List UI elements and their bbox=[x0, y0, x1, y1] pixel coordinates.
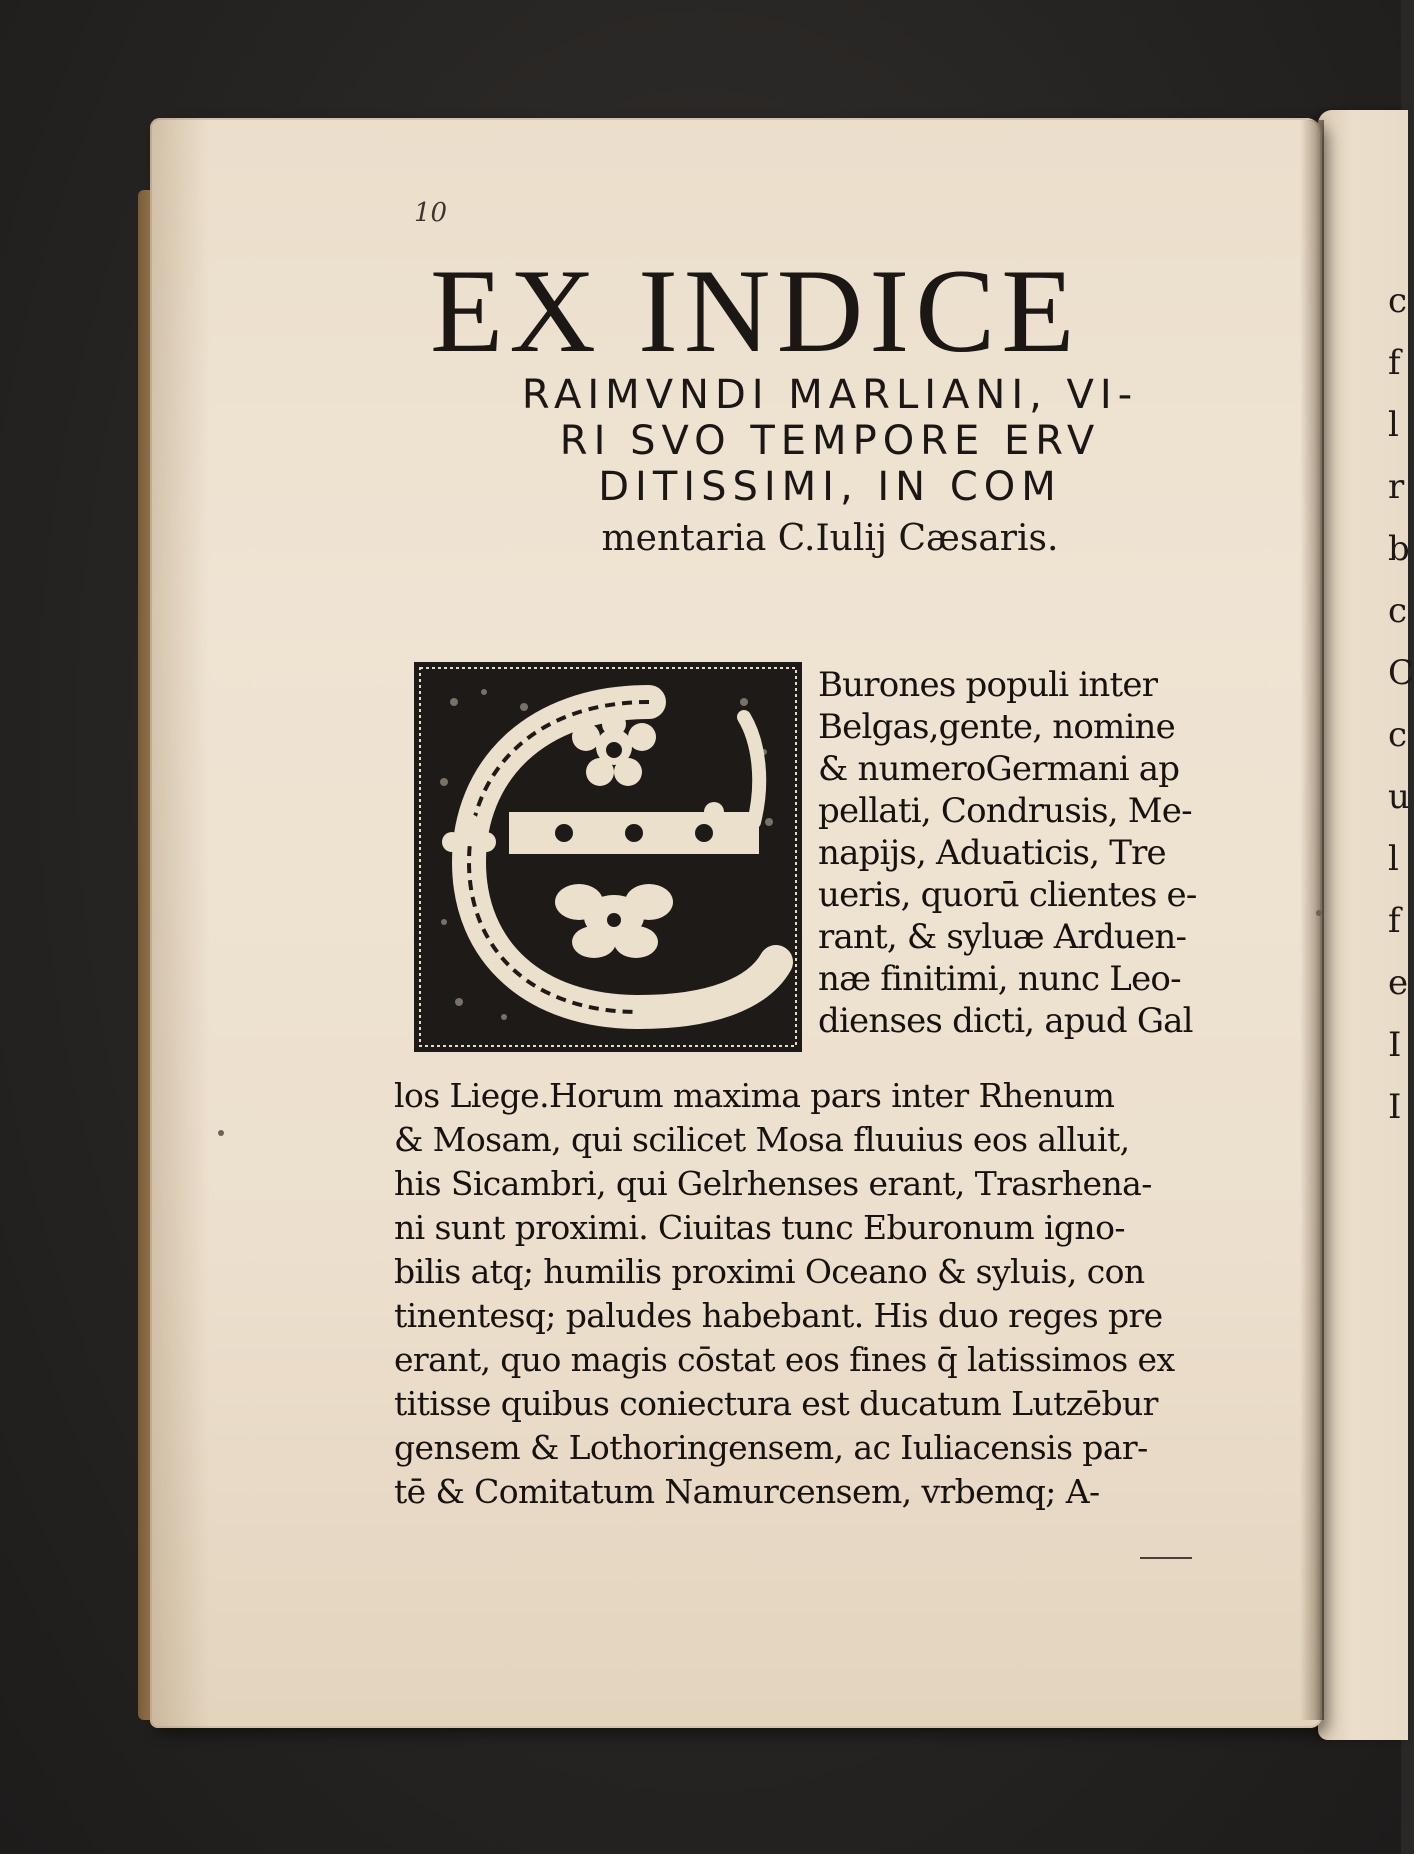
facing-letter: l bbox=[1388, 839, 1399, 879]
facing-letter: I bbox=[1388, 1025, 1402, 1065]
text-line: titisse quibus coniectura est ducatum Lutzēbur bbox=[394, 1384, 1158, 1423]
text-line: Burones populi inter bbox=[818, 665, 1158, 705]
decorated-initial bbox=[414, 662, 802, 1052]
text-line: ni sunt proximi. Ciuitas tunc Eburonum igno- bbox=[394, 1208, 1125, 1247]
page-gutter bbox=[1300, 120, 1324, 1720]
text-line: Belgas,gente, nomine bbox=[818, 707, 1175, 747]
text-line: tē & Comitatum Namurcensem, vrbemq; A- bbox=[394, 1472, 1100, 1511]
text-line: his Sicambri, qui Gelrhenses erant, Trasrhena- bbox=[394, 1164, 1152, 1203]
facing-letter: u bbox=[1388, 777, 1410, 817]
text-line: næ finitimi, nunc Leo- bbox=[818, 959, 1181, 999]
text-line: tinentesq; paludes habebant. His duo reges pre bbox=[394, 1296, 1163, 1335]
text-line: & Mosam, qui scilicet Mosa fluuius eos alluit, bbox=[394, 1120, 1130, 1159]
text-block-beside-initial bbox=[818, 664, 1213, 1042]
subtitle-block bbox=[430, 372, 1230, 562]
facing-page-letters bbox=[1388, 270, 1414, 1138]
subtitle-line: mentaria C.Iulij Cæsaris. bbox=[601, 518, 1059, 559]
margin-dot bbox=[218, 1130, 224, 1136]
text-line: bilis atq; humilis proximi Oceano & syluis, con bbox=[394, 1252, 1145, 1291]
text-line: gensem & Lothoringensem, ac Iuliacensis par- bbox=[394, 1428, 1148, 1467]
text-line: pellati, Condrusis, Me- bbox=[818, 791, 1192, 831]
facing-letter: f bbox=[1388, 343, 1401, 383]
facing-letter: f bbox=[1388, 901, 1401, 941]
facing-letter: c bbox=[1388, 591, 1408, 631]
facing-letter: r bbox=[1388, 467, 1405, 507]
subtitle-line: DITISSIMI, IN COM bbox=[598, 464, 1062, 510]
facing-letter: I bbox=[1388, 1087, 1402, 1127]
floral-initial-icon bbox=[414, 662, 802, 1052]
facing-letter: l bbox=[1388, 405, 1399, 445]
text-line: rant, & syluæ Arduen- bbox=[818, 917, 1187, 957]
facing-letter: b bbox=[1388, 529, 1410, 569]
text-line: napijs, Aduaticis, Tre bbox=[818, 833, 1166, 873]
main-text-block bbox=[394, 1074, 1214, 1514]
facing-letter: e bbox=[1388, 963, 1409, 1003]
text-line: & numeroGermani ap bbox=[818, 749, 1180, 789]
text-line: dienses dicti, apud Gal bbox=[818, 1001, 1193, 1041]
facing-letter: c bbox=[1388, 715, 1408, 755]
margin-dot bbox=[1316, 910, 1322, 916]
catchword-rule bbox=[1140, 1557, 1192, 1559]
folio-number: 10 bbox=[414, 198, 448, 228]
text-line: erant, quo magis cōstat eos fines q̄ latissimos ex bbox=[394, 1340, 1175, 1379]
text-line: ueris, quorū clientes e- bbox=[818, 875, 1197, 915]
text-line: los Liege.Horum maxima pars inter Rhenum bbox=[394, 1076, 1115, 1115]
facing-letter: C bbox=[1388, 653, 1414, 693]
subtitle-line: RAIMVNDI MARLIANI, VI‑ bbox=[521, 372, 1139, 418]
page-title: EX INDICE bbox=[430, 244, 1081, 377]
facing-letter: c bbox=[1388, 281, 1408, 321]
subtitle-line: RI SVO TEMPORE ERV bbox=[559, 418, 1101, 464]
